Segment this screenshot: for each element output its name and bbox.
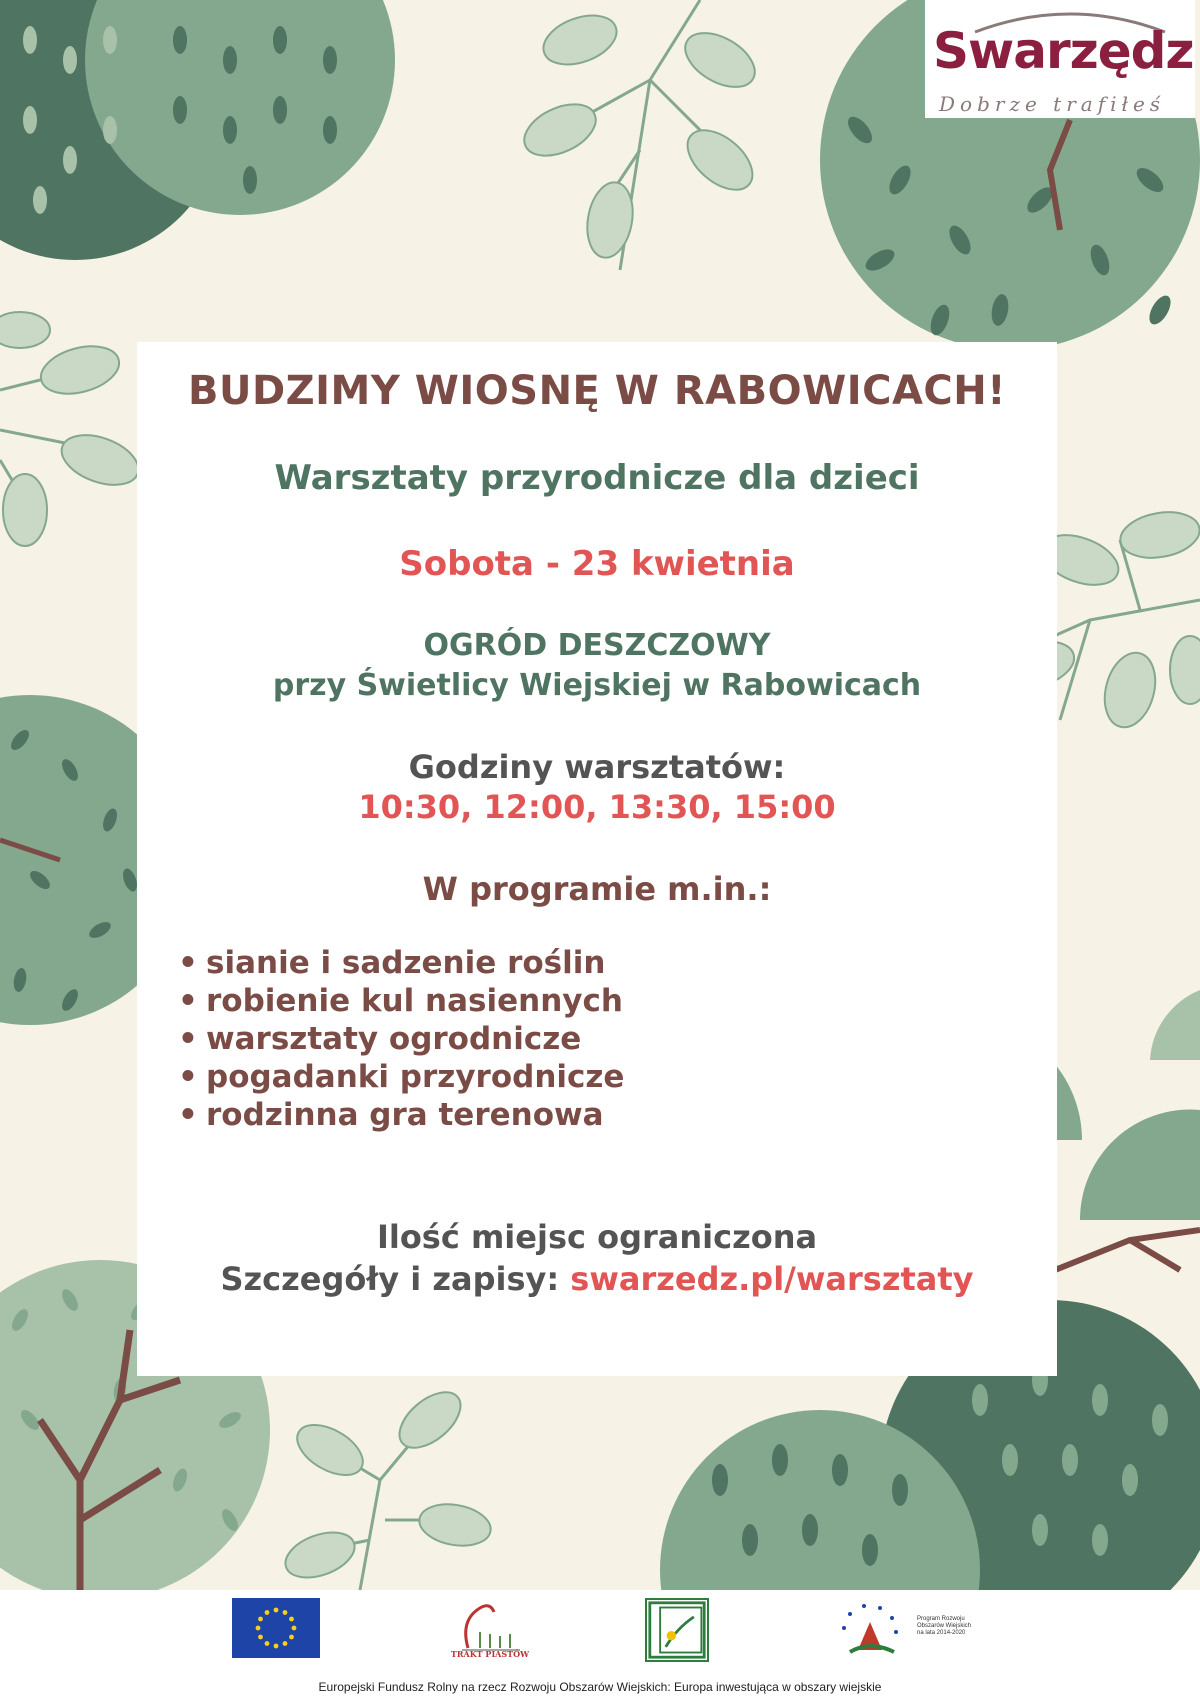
- eu-flag-icon: [232, 1598, 320, 1658]
- program-item: • warsztaty ogrodnicze: [178, 1020, 624, 1058]
- poster-title: BUDZIMY WIOSNĘ W RABOWICACH!: [188, 368, 1006, 414]
- program-item: • sianie i sadzenie roślin: [178, 944, 624, 982]
- program-item: • rodzinna gra terenowa: [178, 1096, 624, 1134]
- registration-link[interactable]: swarzedz.pl/warsztaty: [570, 1260, 974, 1298]
- lgd-label: TRAKT PIASTÓW: [450, 1649, 530, 1659]
- event-place-line1: OGRÓD DESZCZOWY: [423, 628, 771, 663]
- event-place-line2: przy Świetlicy Wiejskiej w Rabowicach: [272, 668, 922, 703]
- eafrd-fund-text: Europejski Fundusz Rolny na rzecz Rozwoju Obszarów Wiejskich: Europa inwestująca w obszary wiejskie: [318, 1680, 882, 1694]
- limited-places-note: Ilość miejsc ograniczona: [376, 1218, 818, 1256]
- lgd-trakt-piastow-logo-icon: [450, 1600, 530, 1670]
- logo-name: Swarzędz: [933, 22, 1194, 80]
- program-item: • robienie kul nasiennych: [178, 982, 624, 1020]
- program-list: [178, 944, 624, 1134]
- poster-subtitle: Warsztaty przyrodnicze dla dzieci: [274, 458, 920, 498]
- program-label: W programie m.in.:: [422, 870, 772, 908]
- swarzedz-logo[interactable]: [925, 0, 1195, 118]
- logo-slogan: Dobrze trafiłeś: [939, 92, 1166, 116]
- hours-list: 10:30, 12:00, 13:30, 15:00: [358, 788, 836, 826]
- event-date: Sobota - 23 kwietnia: [399, 544, 795, 584]
- hours-label: Godziny warsztatów:: [408, 748, 786, 786]
- details-label: Szczegóły i zapisy:: [220, 1260, 560, 1298]
- details-line: [137, 1260, 1057, 1298]
- leader-logo-icon: [645, 1598, 709, 1662]
- program-item: • pogadanki przyrodnicze: [178, 1058, 624, 1096]
- prow-text: Program Rozwoju Obszarów Wiejskich na lata 2014-2020: [917, 1616, 972, 1636]
